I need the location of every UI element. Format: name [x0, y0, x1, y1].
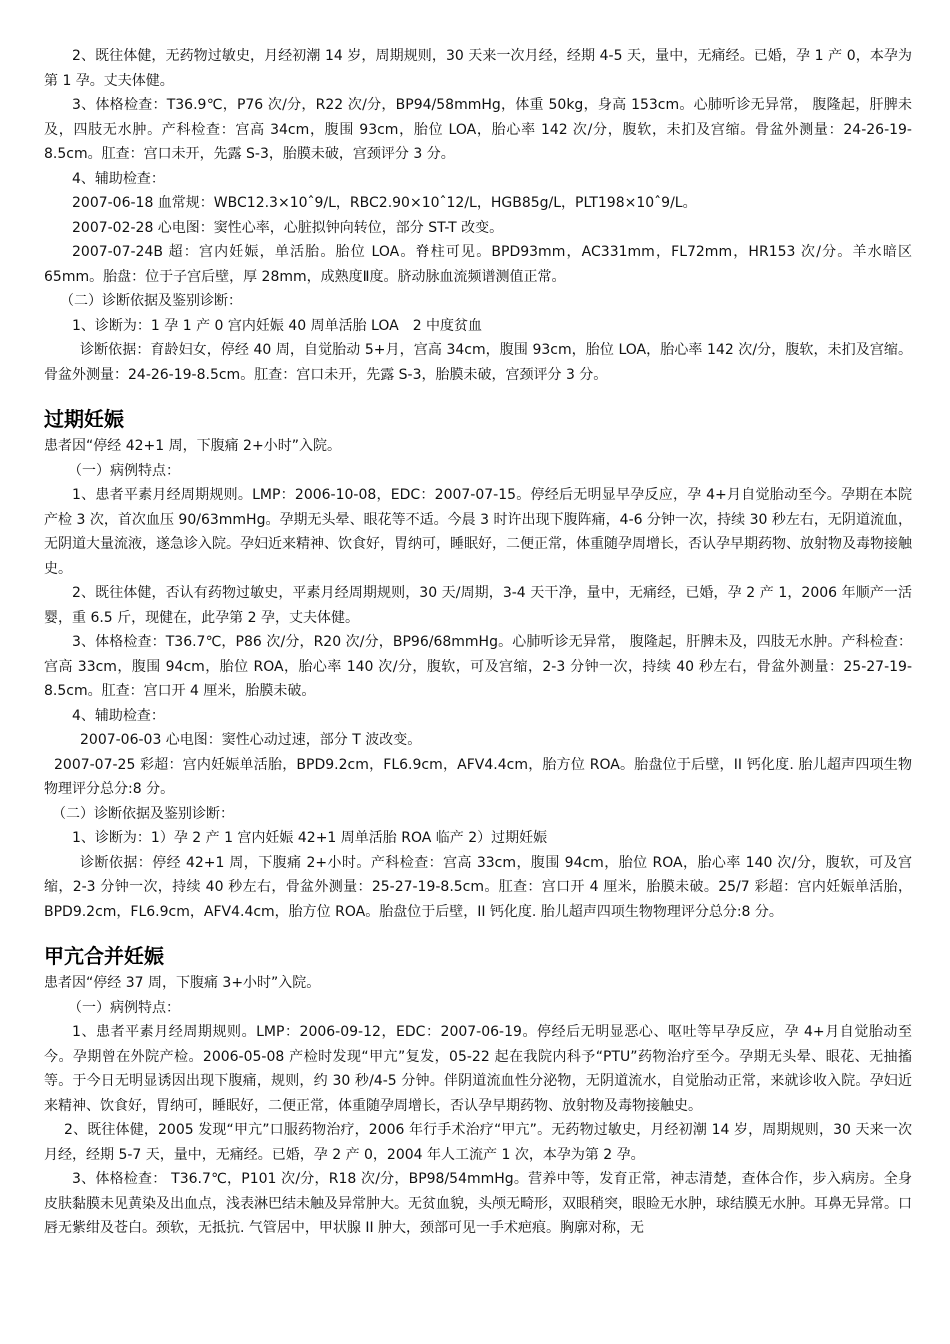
case-paragraph-2: 2、既往体健，否认有药物过敏史，平素月经周期规则，30 天/周期，3-4 天干净，量中，无痛经，已婚，孕 2 产 1，2006 年顺产一活婴，重 6.5 斤，现健在，此孕第 2 孕，丈夫体健。	[44, 585, 912, 626]
case-paragraph-1: 1、患者平素月经周期规则。LMP：2006-10-08，EDC：2007-07-15。停经后无明显早孕反应，孕 4+月自觉胎动至今。孕期在本院产检 3 次，首次血压 90/63mmHg。孕期无头晕、眼花等不适。今晨 3 时许出现下腹阵痛，4-6 分钟一次，持续 30 秒左右，无阴道流血，无阴道大量流液，遂急诊入院。孕妇近来精神、饮食好，胃纳可，睡眠好，二便正常，体重随孕周增长，否认孕早期药物、放射物及毒物接触史。	[44, 487, 912, 577]
diagnosis-basis: 诊断依据：育龄妇女，停经 40 周，自觉胎动 5+月，宫高 34cm，腹围 93cm，胎位 LOA，胎心率 142 次/分，腹软，未扪及宫缩。骨盆外测量：24-26-19-8.5cm。肛查：宫口未开，先露 S-3，胎膜未破，宫颈评分 3 分。	[44, 342, 912, 383]
case-features-title: （一）病例特点：	[68, 462, 180, 479]
admission-reason: 患者因“停经 37 周，下腹痛 3+小时”入院。	[44, 975, 321, 991]
diagnosis-line: 1、诊断为：1）孕 2 产 1 宫内妊娠 42+1 周单活胎 ROA 临产 2）过期妊娠	[72, 830, 548, 846]
diagnosis-basis: 诊断依据：停经 42+1 周，下腹痛 2+小时。产科检查：宫高 33cm，腹围 94cm，胎位 ROA，胎心率 140 次/分，腹软，可及宫缩，2-3 分钟一次，持续 40 秒左右，骨盆外测量：25-27-19-8.5cm。肛查：宫口开 4 厘米，胎膜未破。25/7 彩超：宫内妊娠单活胎，BPD9.2cm，FL6.9cm，AFV4.4cm，胎方位 ROA。胎盘位于后壁，II 钙化度. 胎儿超声四项生物物理评分总分:8 分。	[44, 854, 912, 920]
aux-exam-ecg: 2007-06-03 心电图：窦性心动过速，部分 T 波改变。	[80, 732, 422, 748]
admission-reason: 患者因“停经 42+1 周，下腹痛 2+小时”入院。	[44, 438, 341, 454]
case-paragraph-2: 2、既往体健，2005 发现“甲亢”口服药物治疗，2006 年行手术治疗“甲亢”。无药物过敏史，月经初潮 14 岁，周期规则，30 天来一次月经，经期 5-7 天，量中，无痛经。已婚，孕 2 产 0，2004 年人工流产 1 次，本孕为第 2 孕。	[44, 1122, 912, 1163]
section-heading-hyperthyroidism: 甲亢合并妊娠	[44, 944, 164, 968]
aux-exam-blood: 2007-06-18 血常规：WBC12.3×10ˆ9/L，RBC2.90×10ˆ12/L，HGB85g/L，PLT198×10ˆ9/L。	[72, 195, 697, 211]
aux-exam-ecg: 2007-02-28 心电图：窦性心率，心脏拟钟向转位，部分 ST-T 改变。	[72, 219, 504, 236]
case-features-title: （一）病例特点：	[68, 999, 180, 1016]
aux-exam-ultrasound: 2007-07-24B 超：宫内妊娠，单活胎。胎位 LOA。脊柱可见。BPD93mm，AC331mm，FL72mm，HR153 次/分。羊水暗区 65mm。胎盘：位于子宫后壁，厚 28mm，成熟度Ⅱ度。脐动脉血流频谱测值正常。	[44, 244, 912, 285]
history-paragraph: 2、既往体健，无药物过敏史，月经初潮 14 岁，周期规则，30 天来一次月经，经期 4-5 天，量中，无痛经。已婚，孕 1 产 0，本孕为第 1 孕。丈夫体健。	[44, 48, 912, 89]
section-heading-postterm: 过期妊娠	[44, 407, 124, 431]
aux-exam-title: 4、辅助检查：	[72, 707, 165, 724]
diagnosis-title: （二）诊断依据及鉴别诊断：	[60, 293, 242, 309]
case-paragraph-3: 3、体格检查：T36.7℃，P86 次/分，R20 次/分，BP96/68mmHg。心肺听诊无异常， 腹隆起，肝脾未及，四肢无水肿。产科检查：宫高 33cm，腹围 94cm，胎位 ROA，胎心率 140 次/分，腹软，可及宫缩，2-3 分钟一次，持续 40 秒左右，骨盆外测量：25-27-19-8.5cm。肛查：宫口开 4 厘米，胎膜未破。	[44, 634, 912, 699]
diagnosis-title: （二）诊断依据及鉴别诊断：	[52, 805, 234, 822]
case-paragraph-3: 3、体格检查： T36.7℃，P101 次/分，R18 次/分，BP98/54mmHg。营养中等，发育正常，神志清楚，查体合作，步入病房。全身皮肤黏膜未见黄染及出血点，浅表淋巴结未触及异常肿大。无贫血貌，头颅无畸形，双眼稍突，眼睑无水肿，球结膜无水肿。耳鼻无异常。口唇无紫绀及苍白。颈软，无抵抗. 气管居中，甲状腺 II 肿大，颈部可见一手术疤痕。胸廓对称，无	[44, 1171, 912, 1236]
document-page	[44, 44, 912, 1241]
physical-exam-paragraph: 3、体格检查：T36.9℃，P76 次/分，R22 次/分，BP94/58mmHg，体重 50kg，身高 153cm。心肺听诊无异常， 腹隆起，肝脾未及，四肢无水肿。产科检查：宫高 34cm，腹围 93cm，胎位 LOA，胎心率 142 次/分，腹软，未扪及宫缩。骨盆外测量：24-26-19-8.5cm。肛查：宫口未开，先露 S-3，胎膜未破，宫颈评分 3 分。	[44, 97, 912, 162]
aux-exam-ultrasound: 2007-07-25 彩超：宫内妊娠单活胎，BPD9.2cm，FL6.9cm，AFV4.4cm，胎方位 ROA。胎盘位于后壁，II 钙化度. 胎儿超声四项生物物理评分总分:8 分。	[44, 756, 912, 797]
aux-exam-title: 4、辅助检查：	[72, 170, 165, 187]
diagnosis-line: 1、诊断为：1 孕 1 产 0 宫内妊娠 40 周单活胎 LOA 2 中度贫血	[72, 317, 483, 334]
case-paragraph-1: 1、患者平素月经周期规则。LMP：2006-09-12，EDC：2007-06-19。停经后无明显恶心、呕吐等早孕反应，孕 4+月自觉胎动至今。孕期曾在外院产检。2006-05-08 产检时发现“甲亢”复发，05-22 起在我院内科予“PTU”药物治疗至今。孕期无头晕、眼花、无抽搐等。于今日无明显诱因出现下腹痛，规则，约 30 秒/4-5 分钟。伴阴道流血性分泌物，无阴道流水，自觉胎动正常，来就诊收入院。孕妇近来精神、饮食好，胃纳可，睡眠好，二便正常，体重随孕周增长，否认孕早期药物、放射物及毒物接触史。	[44, 1024, 912, 1114]
